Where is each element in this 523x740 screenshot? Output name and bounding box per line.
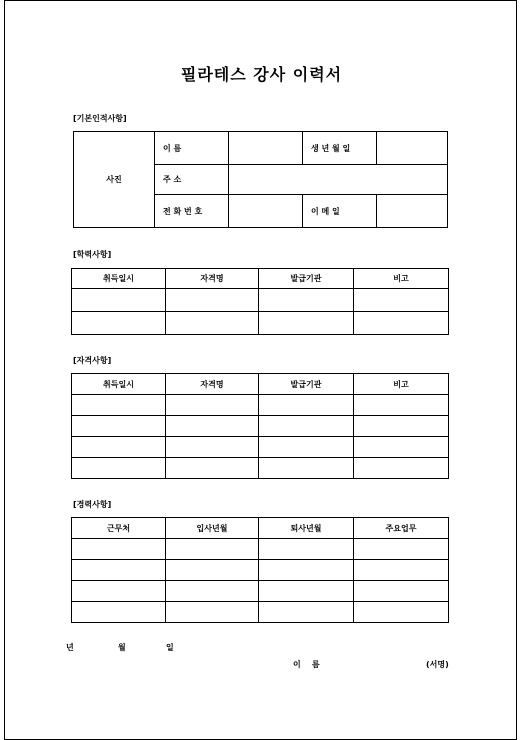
career-table xyxy=(71,517,449,623)
birth-value[interactable] xyxy=(377,132,448,165)
table-cell[interactable] xyxy=(72,458,166,479)
birth-label: 생 년 월 일 xyxy=(303,132,377,165)
table-cell[interactable] xyxy=(354,581,449,602)
table-cell[interactable] xyxy=(259,560,354,581)
table-cell[interactable] xyxy=(354,602,449,623)
footer-month: 월 xyxy=(118,643,126,652)
table-cell[interactable] xyxy=(72,416,166,437)
name-value[interactable] xyxy=(229,132,303,165)
section-label-education: [학력사항] xyxy=(73,250,112,259)
table-cell[interactable] xyxy=(354,312,449,335)
table-cell[interactable] xyxy=(259,539,354,560)
footer-year: 년 xyxy=(66,643,74,652)
table-cell[interactable] xyxy=(354,437,449,458)
page-border xyxy=(4,0,517,740)
table-cell[interactable] xyxy=(166,539,259,560)
table-cell[interactable] xyxy=(166,416,259,437)
table-cell[interactable] xyxy=(166,581,259,602)
table-cell[interactable] xyxy=(354,289,449,312)
table-cell[interactable] xyxy=(259,289,354,312)
photo-cell: 사진 xyxy=(74,132,155,228)
table-cell[interactable] xyxy=(354,395,449,416)
table-cell[interactable] xyxy=(354,539,449,560)
table-cell[interactable] xyxy=(166,602,259,623)
table-header: 근무처 xyxy=(72,518,166,539)
table-cell[interactable] xyxy=(72,581,166,602)
table-cell[interactable] xyxy=(259,395,354,416)
section-label-basic: [기본인적사항] xyxy=(73,114,127,123)
table-header: 퇴사년월 xyxy=(259,518,354,539)
table-cell[interactable] xyxy=(354,458,449,479)
name-label: 이 름 xyxy=(155,132,229,165)
footer-day: 일 xyxy=(166,643,174,652)
table-cell[interactable] xyxy=(166,437,259,458)
table-cell[interactable] xyxy=(166,560,259,581)
table-header: 자격명 xyxy=(166,374,259,395)
phone-value[interactable] xyxy=(229,195,303,228)
table-cell[interactable] xyxy=(259,458,354,479)
email-label: 이 메 일 xyxy=(303,195,377,228)
table-cell[interactable] xyxy=(259,581,354,602)
table-cell[interactable] xyxy=(259,312,354,335)
table-header: 입사년월 xyxy=(166,518,259,539)
page-title: 필라테스 강사 이력서 xyxy=(180,65,343,84)
table-header: 발급기관 xyxy=(259,269,354,289)
table-header: 취득일시 xyxy=(72,374,166,395)
table-cell[interactable] xyxy=(72,312,166,335)
footer-signature: (서명) xyxy=(426,660,449,669)
table-cell[interactable] xyxy=(72,602,166,623)
table-cell[interactable] xyxy=(354,416,449,437)
table-cell[interactable] xyxy=(72,437,166,458)
basic-info-table xyxy=(73,131,448,228)
address-label: 주 소 xyxy=(155,165,229,195)
table-cell[interactable] xyxy=(72,395,166,416)
table-header: 자격명 xyxy=(166,269,259,289)
table-cell[interactable] xyxy=(72,289,166,312)
table-cell[interactable] xyxy=(166,312,259,335)
table-cell[interactable] xyxy=(72,560,166,581)
table-cell[interactable] xyxy=(166,458,259,479)
table-header: 비고 xyxy=(354,374,449,395)
certificate-table xyxy=(71,373,449,479)
section-label-career: [경력사항] xyxy=(73,500,112,509)
table-cell[interactable] xyxy=(166,395,259,416)
table-cell[interactable] xyxy=(354,560,449,581)
phone-label: 전 화 번 호 xyxy=(155,195,229,228)
table-header: 주요업무 xyxy=(354,518,449,539)
table-cell[interactable] xyxy=(259,602,354,623)
section-label-certificate: [자격사항] xyxy=(73,356,112,365)
table-header: 발급기관 xyxy=(259,374,354,395)
table-cell[interactable] xyxy=(259,416,354,437)
table-header: 비고 xyxy=(354,269,449,289)
table-cell[interactable] xyxy=(72,539,166,560)
table-header: 취득일시 xyxy=(72,269,166,289)
email-value[interactable] xyxy=(377,195,448,228)
education-table xyxy=(71,268,449,335)
address-value[interactable] xyxy=(229,165,448,195)
footer-name-label: 이 름 xyxy=(293,660,320,669)
table-cell[interactable] xyxy=(259,437,354,458)
table-cell[interactable] xyxy=(166,289,259,312)
